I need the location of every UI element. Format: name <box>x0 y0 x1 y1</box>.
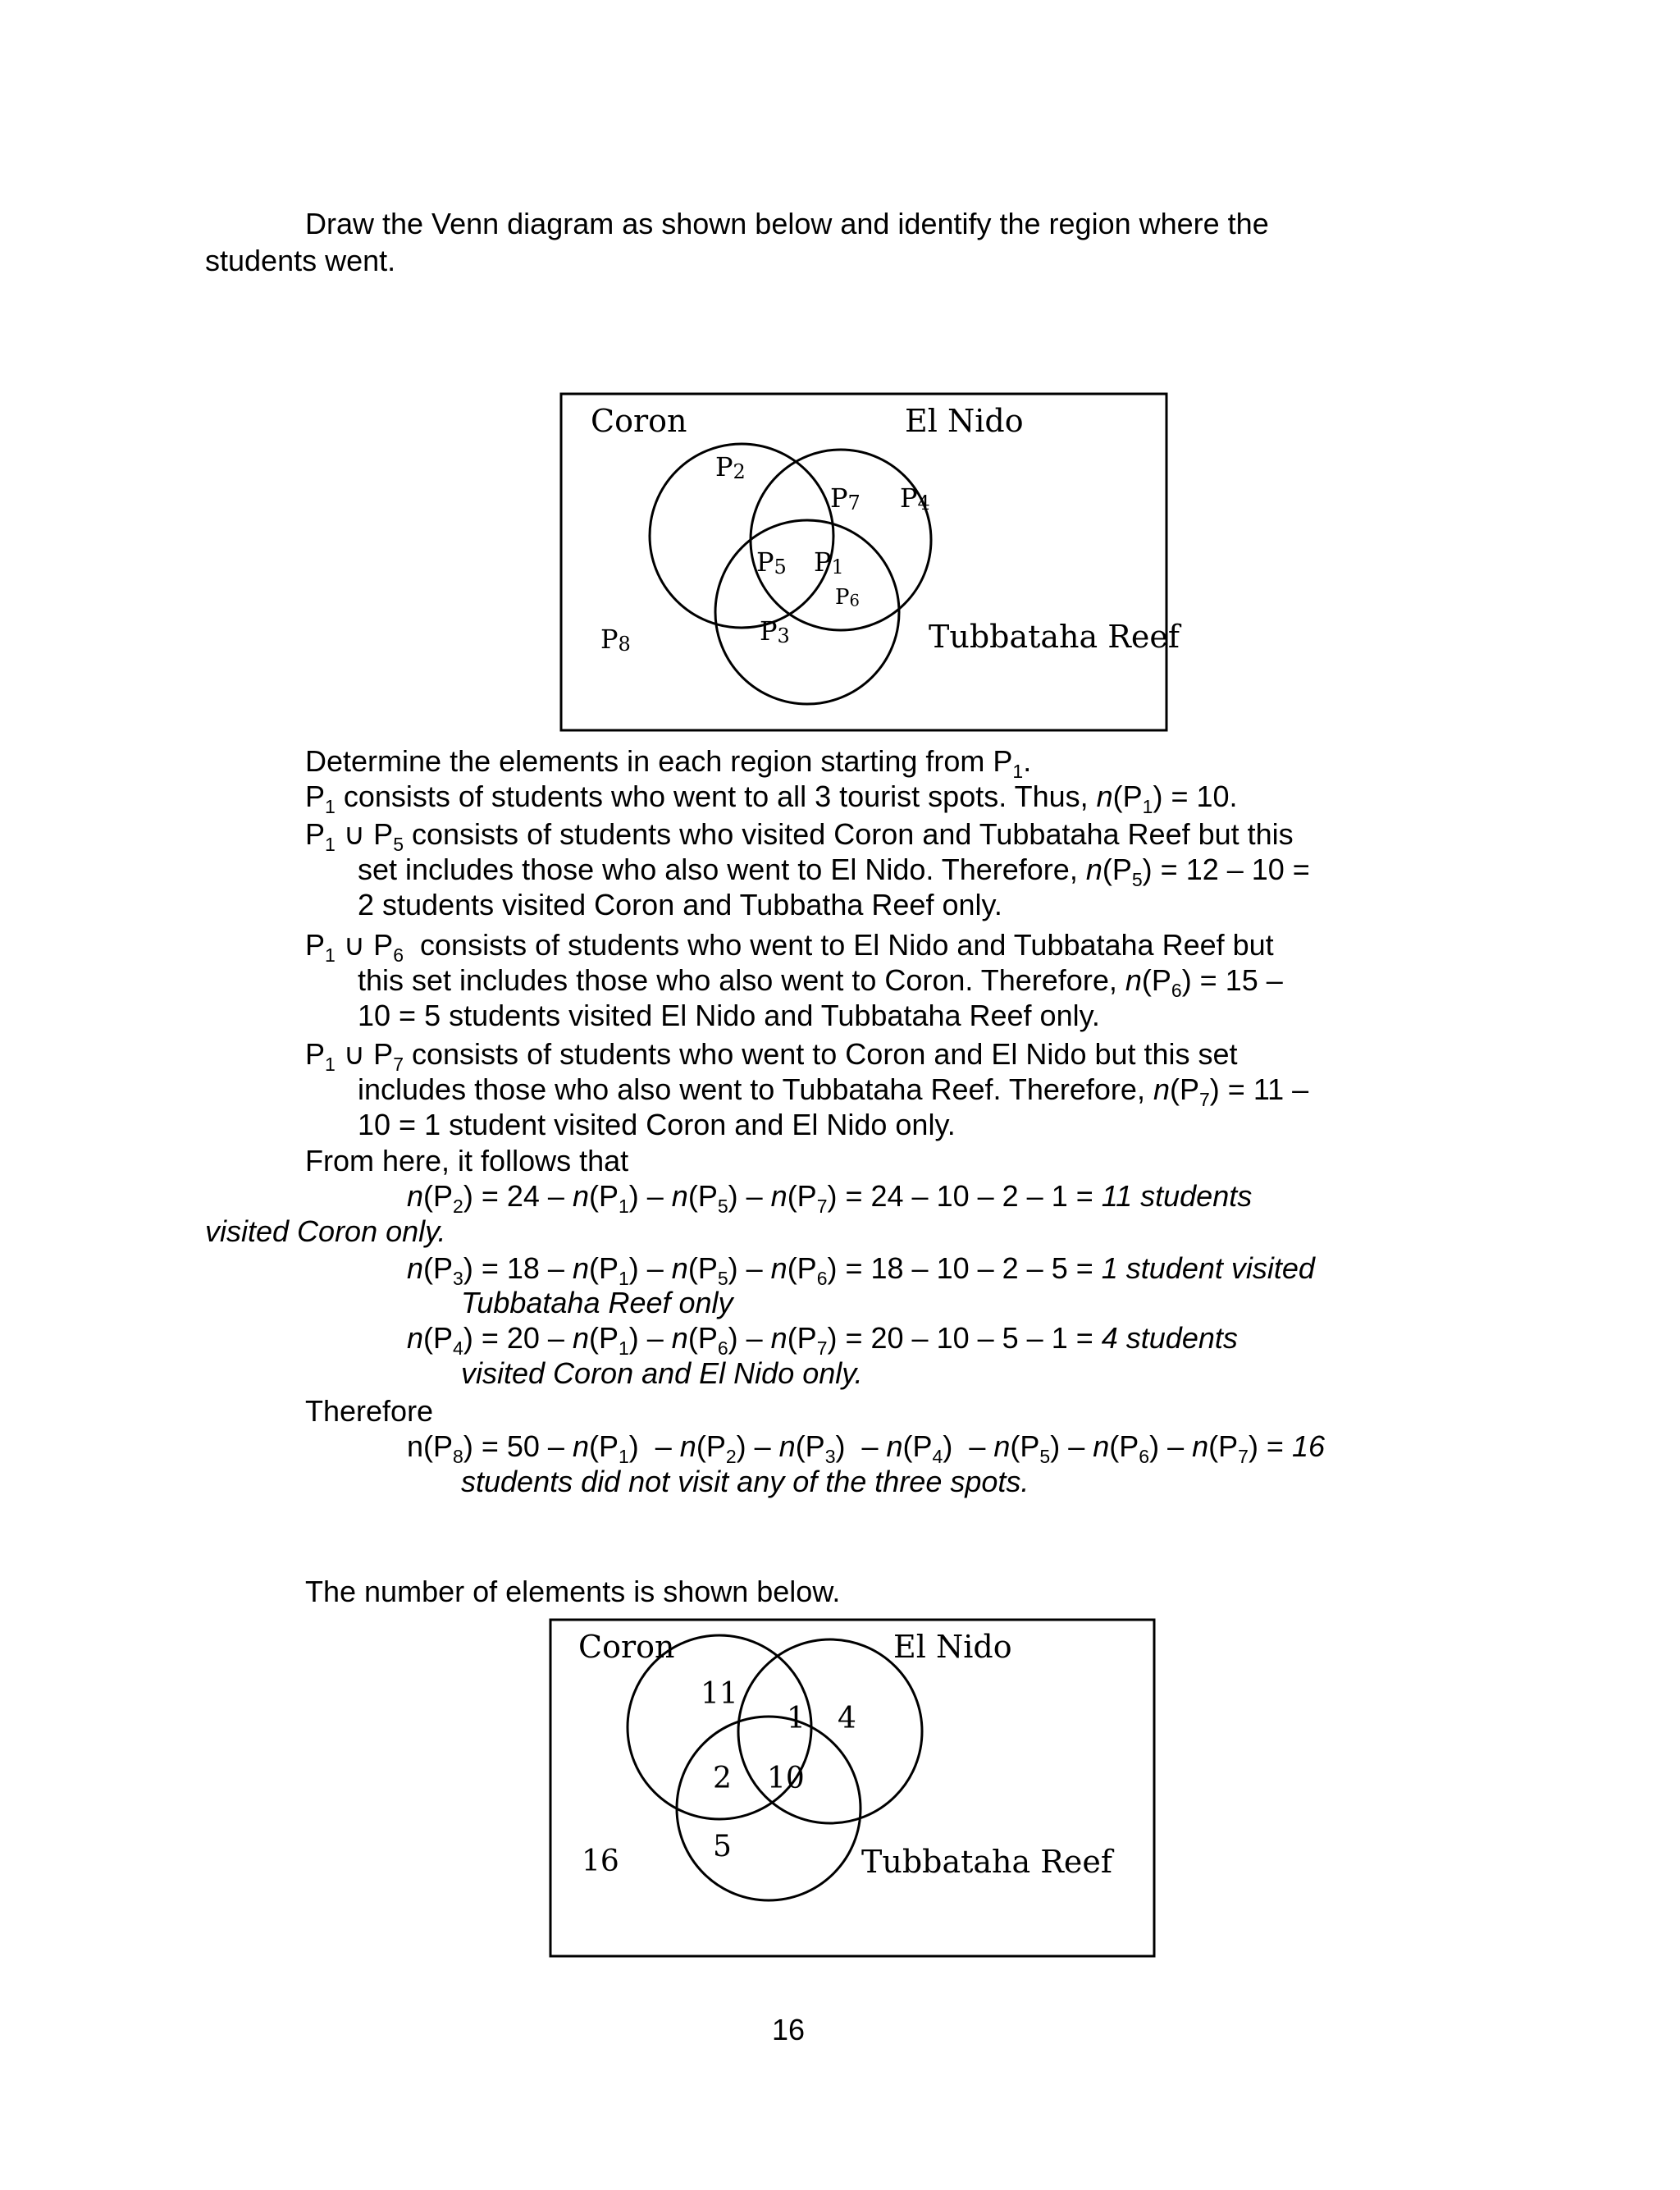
count-p8: 16 <box>582 1845 619 1878</box>
p8-line-1: $n(P_8) = 50 - n(P_1) - n(P_2) - n(P_3) - n(P_4) - n(P_5) - n(P_6) - n(P_7) = 16$ <box>407 1429 1325 1468</box>
p3-line-1: $n(P_3) = 18 - n(P_1) - n(P_5) - n(P_6) = 18 - 10 - 2 - 5 = 1$ student visited <box>407 1251 1315 1290</box>
count-p1: 10 <box>767 1762 805 1795</box>
universal-set-box <box>561 394 1166 730</box>
region-p6-label: P6 <box>835 585 860 610</box>
region-p4-label: P4 <box>900 482 930 514</box>
p6-line-3: 10 = 5 students visited El Nido and Tubbataha Reef only. <box>358 999 1100 1032</box>
p4-line-1: $n(P_4) = 20 - n(P_1) - n(P_6) - n(P_7) = 20 - 10 - 5 - 1 = 4$ students <box>407 1321 1238 1360</box>
region-p3-label: P3 <box>760 615 790 647</box>
elnido-label: El Nido <box>905 403 1024 439</box>
p5-line-1: $P_1$ ∪ $P_5$ consists of students who visited Coron and Tubbataha Reef but this <box>305 817 1294 856</box>
count-p2: 11 <box>701 1677 738 1711</box>
region-p7-label: P7 <box>830 482 861 514</box>
universal-set-box-2 <box>550 1620 1154 1956</box>
region-p5-label: P5 <box>756 546 787 578</box>
intro-line-1: Draw the Venn diagram as shown below and identify the region where the <box>305 207 1269 240</box>
therefore-line: Therefore <box>305 1394 434 1428</box>
determine-line: Determine the elements in each region starting from $P_1$. <box>305 744 1032 783</box>
p7-line-1: $P_1$ ∪ $P_7$ consists of students who went to Coron and El Nido but this set <box>305 1037 1238 1076</box>
p8-line-2: students did not visit any of the three spots. <box>461 1465 1029 1498</box>
page-number: 16 <box>772 2013 806 2046</box>
p6-line-1: $P_1$ ∪ $P_6$ consists of students who went to El Nido and Tubbataha Reef but <box>305 928 1274 967</box>
intro-line-2: students went. <box>205 244 396 277</box>
p3-line-2: Tubbataha Reef only <box>461 1286 733 1319</box>
coron-label-2: Coron <box>578 1629 675 1665</box>
p7-line-3: 10 = 1 student visited Coron and El Nido only. <box>358 1108 956 1141</box>
p5-line-2: set includes those who also went to El Nido. Therefore, $n(P_5) = 12 - 10$ = <box>358 853 1310 891</box>
p5-line-3: 2 students visited Coron and Tubbatha Reef only. <box>358 888 1002 921</box>
p6-line-2: this set includes those who also went to Coron. Therefore, $n(P_6) = 15$ – <box>358 963 1283 1002</box>
tubbataha-label: Tubbataha Reef <box>929 619 1180 655</box>
p7-line-2: includes those who also went to Tubbataha Reef. Therefore, $n(P_7) = 11$ – <box>358 1072 1309 1111</box>
region-p2-label: P2 <box>715 451 746 483</box>
number-intro: The number of elements is shown below. <box>305 1575 841 1608</box>
tubbataha-label-2: Tubbataha Reef <box>861 1844 1112 1880</box>
p4-line-2: visited Coron and El Nido only. <box>461 1356 863 1390</box>
elnido-label-2: El Nido <box>893 1629 1012 1665</box>
p1-line: $P_1$ consists of students who went to all 3 tourist spots. Thus, $n(P_1) = 10$. <box>305 780 1238 818</box>
count-p5: 2 <box>713 1762 732 1795</box>
venn-diagram-regions <box>559 392 1180 732</box>
count-p7: 1 <box>787 1702 806 1735</box>
venn-diagram-counts <box>549 1618 1156 1958</box>
elnido-circle-2 <box>738 1639 922 1823</box>
tubbataha-circle <box>715 520 899 704</box>
p2-line-2: visited Coron only. <box>205 1214 446 1248</box>
count-p3: 5 <box>713 1830 732 1863</box>
count-p4: 4 <box>838 1702 856 1735</box>
region-p1-label: P1 <box>814 546 844 578</box>
coron-label: Coron <box>591 403 687 439</box>
follows-line: From here, it follows that <box>305 1144 629 1177</box>
p2-line-1: $n(P_2) = 24 - n(P_1) - n(P_5) - n(P_7) = 24 - 10 - 2 - 1 = 11$ students <box>407 1179 1253 1218</box>
tubbataha-circle-2 <box>677 1717 861 1900</box>
region-p8-label: P8 <box>600 624 631 656</box>
